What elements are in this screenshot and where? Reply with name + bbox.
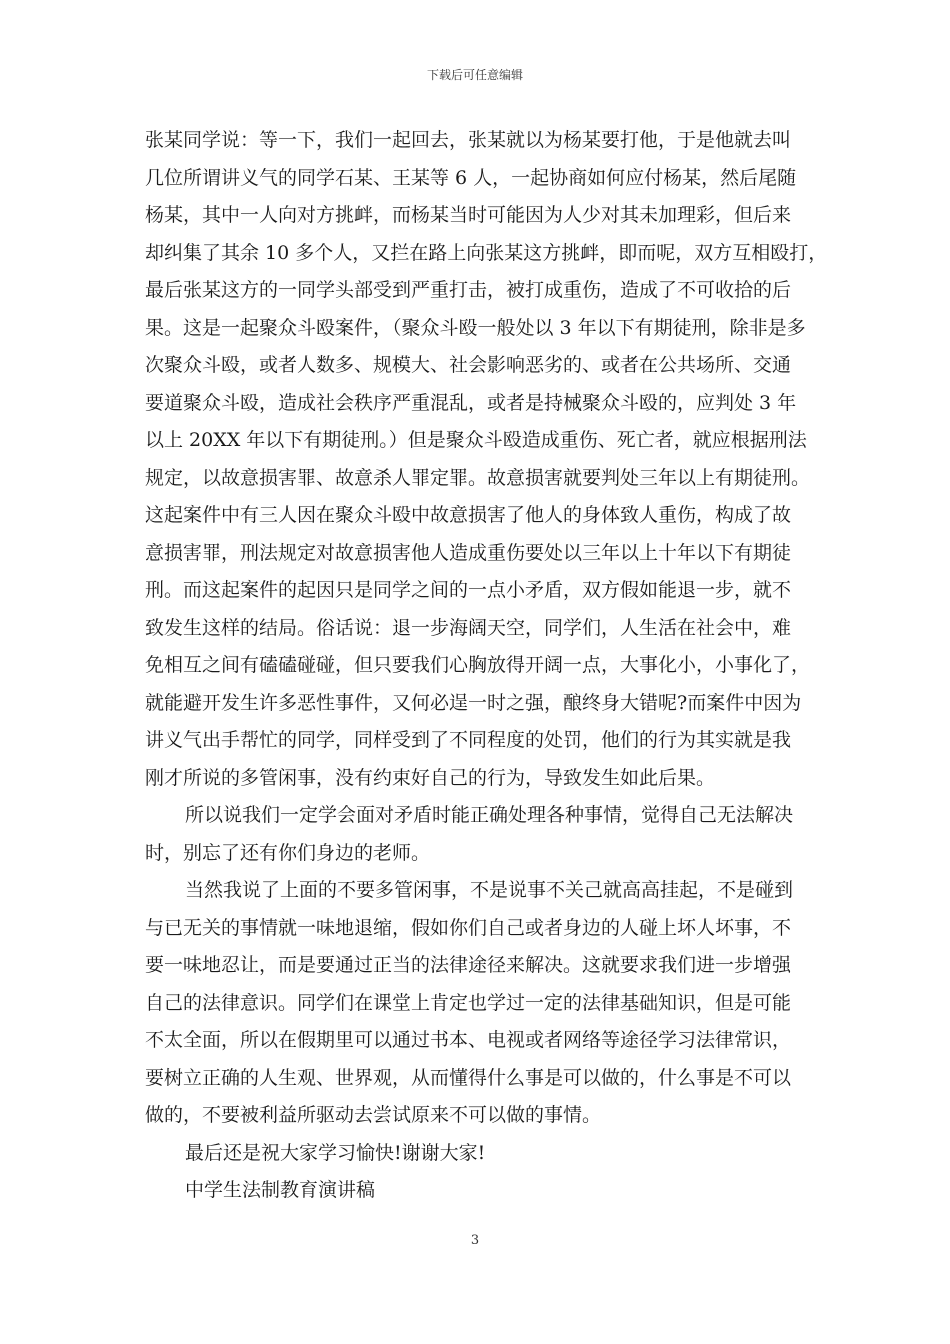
- section-heading: 中学生法制教育演讲稿: [185, 1179, 376, 1201]
- text-line: 几位所谓讲义气的同学石某、王某等 6 人，一起协商如何应付杨某，然后尾随: [145, 166, 797, 189]
- text-line: 刑。而这起案件的起因只是同学之间的一点小矛盾，双方假如能退一步，就不: [145, 579, 792, 601]
- text-line: 当然我说了上面的不要多管闲事，不是说事不关己就高高挂起，不是碰到: [185, 879, 794, 901]
- text-line: 做的，不要被利益所驱动去尝试原来不可以做的事情。: [145, 1104, 602, 1126]
- text-line: 时，别忘了还有你们身边的老师。: [145, 841, 431, 864]
- text-line: 最后还是祝大家学习愉快!谢谢大家!: [185, 1141, 486, 1164]
- text-line: 自己的法律意识。同学们在课堂上肯定也学过一定的法律基础知识，但是可能: [145, 991, 792, 1014]
- text-line: 讲义气出手帮忙的同学，同样受到了不同程度的处罚，他们的行为其实就是我: [145, 729, 792, 751]
- text-line: 刚才所说的多管闲事，没有约束好自己的行为，导致发生如此后果。: [145, 766, 716, 789]
- page-number: 3: [470, 1233, 480, 1248]
- text-line: 规定，以故意损害罪、故意杀人罪定罪。故意损害就要判处三年以上有期徒刑。: [145, 466, 811, 489]
- text-line: 却纠集了其余 10 多个人，又拦在路上向张某这方挑衅，即而呢，双方互相殴打，: [145, 241, 828, 264]
- text-line: 最后张某这方的一同学头部受到严重打击，被打成重伤，造成了不可收拾的后: [145, 279, 792, 301]
- text-line: 张某同学说：等一下，我们一起回去，张某就以为杨某要打他，于是他就去叫: [145, 129, 792, 151]
- text-line: 要一味地忍让，而是要通过正当的法律途径来解决。这就要求我们进一步增强: [145, 954, 792, 976]
- text-line: 杨某，其中一人向对方挑衅，而杨某当时可能因为人少对其未加理彩，但后来: [145, 204, 792, 226]
- text-line: 这起案件中有三人因在聚众斗殴中故意损害了他人的身体致人重伤，构成了故: [145, 504, 792, 526]
- text-line: 次聚众斗殴，或者人数多、规模大、社会影响恶劣的、或者在公共场所、交通: [145, 354, 792, 376]
- text-line: 果。这是一起聚众斗殴案件，（聚众斗殴一般处以 3 年以下有期徒刑，除非是多: [145, 316, 806, 339]
- text-line: 致发生这样的结局。俗话说：退一步海阔天空，同学们，人生活在社会中，难: [145, 616, 792, 639]
- text-line: 不太全面，所以在假期里可以通过书本、电视或者网络等途径学习法律常识，: [145, 1029, 792, 1051]
- text-line: 以上 20XX 年以下有期徒刑。）但是聚众斗殴造成重伤、死亡者，就应根据刑法: [145, 429, 807, 451]
- text-line: 要道聚众斗殴，造成社会秩序严重混乱，或者是持械聚众斗殴的，应判处 3 年: [145, 391, 797, 414]
- text-line: 要树立正确的人生观、世界观，从而懂得什么事是可以做的，什么事是不可以: [145, 1066, 792, 1089]
- text-line: 就能避开发生许多恶性事件，又何必逞一时之强，酿终身大错呢?而案件中因为: [145, 691, 802, 714]
- text-line: 免相互之间有磕磕碰碰，但只要我们心胸放得开阔一点，大事化小，小事化了，: [145, 654, 811, 676]
- text-line: 所以说我们一定学会面对矛盾时能正确处理各种事情，觉得自己无法解决: [185, 804, 794, 826]
- text-line: 意损害罪，刑法规定对故意损害他人造成重伤要处以三年以上十年以下有期徒: [145, 541, 792, 564]
- document-body: [145, 122, 828, 1210]
- text-line: 与已无关的事情就一味地退缩，假如你们自己或者身边的人碰上坏人坏事，不: [145, 916, 792, 939]
- page-header: 下载后可任意编辑: [426, 68, 523, 82]
